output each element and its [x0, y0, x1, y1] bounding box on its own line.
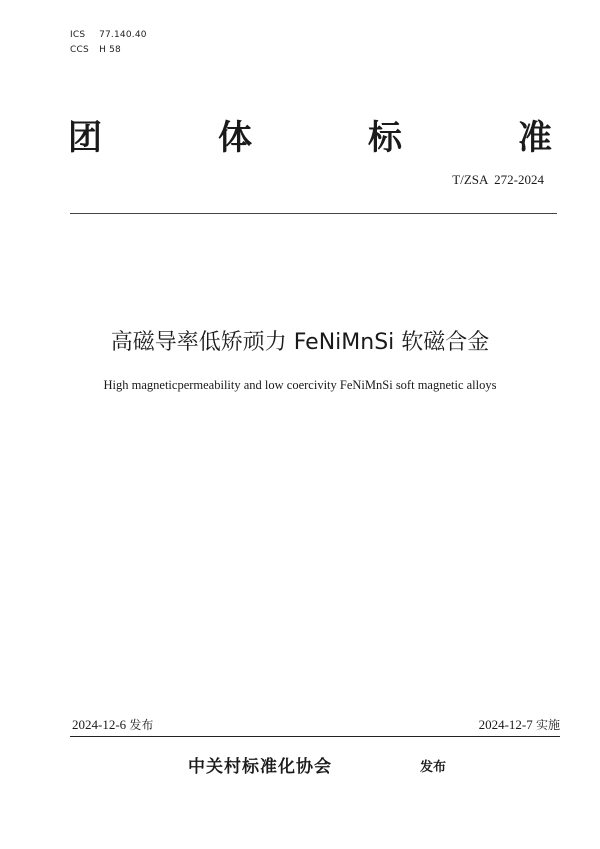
ics-code: [70, 30, 147, 40]
standard-number: T/ZSA 272-2024: [452, 172, 544, 187]
title-english: High magneticpermeability and low coercivity FeNiMnSi soft magnetic alloys: [103, 378, 497, 392]
standard-kind-char: 标: [368, 118, 402, 158]
standard-kind-char: 体: [218, 118, 252, 158]
publish-date: [72, 716, 153, 733]
header-divider: [70, 213, 557, 214]
ics-value: 77.140.40: [99, 30, 147, 40]
standard-kind-char: 团: [68, 118, 102, 158]
title-chinese: 高磁导率低矫顽力 FeNiMnSi 软磁合金: [110, 330, 490, 355]
publish-date-suffix: 发布: [129, 718, 154, 732]
standard-kind-char: 准: [518, 118, 552, 158]
ics-label: ICS: [70, 30, 86, 40]
publish-label: 发布: [420, 760, 447, 775]
publish-date-value: 2024-12-6: [72, 717, 127, 732]
ccs-label: CCS: [70, 45, 89, 55]
ccs-value: H 58: [99, 45, 121, 55]
implement-date: [479, 716, 560, 733]
standard-kind-heading: [68, 110, 552, 159]
ccs-code: [70, 45, 121, 55]
footer-divider: [70, 736, 560, 737]
implement-date-value: 2024-12-7: [478, 717, 533, 732]
publisher-name: 中关村标准化协会: [188, 757, 332, 777]
implement-date-suffix: 实施: [535, 718, 560, 732]
